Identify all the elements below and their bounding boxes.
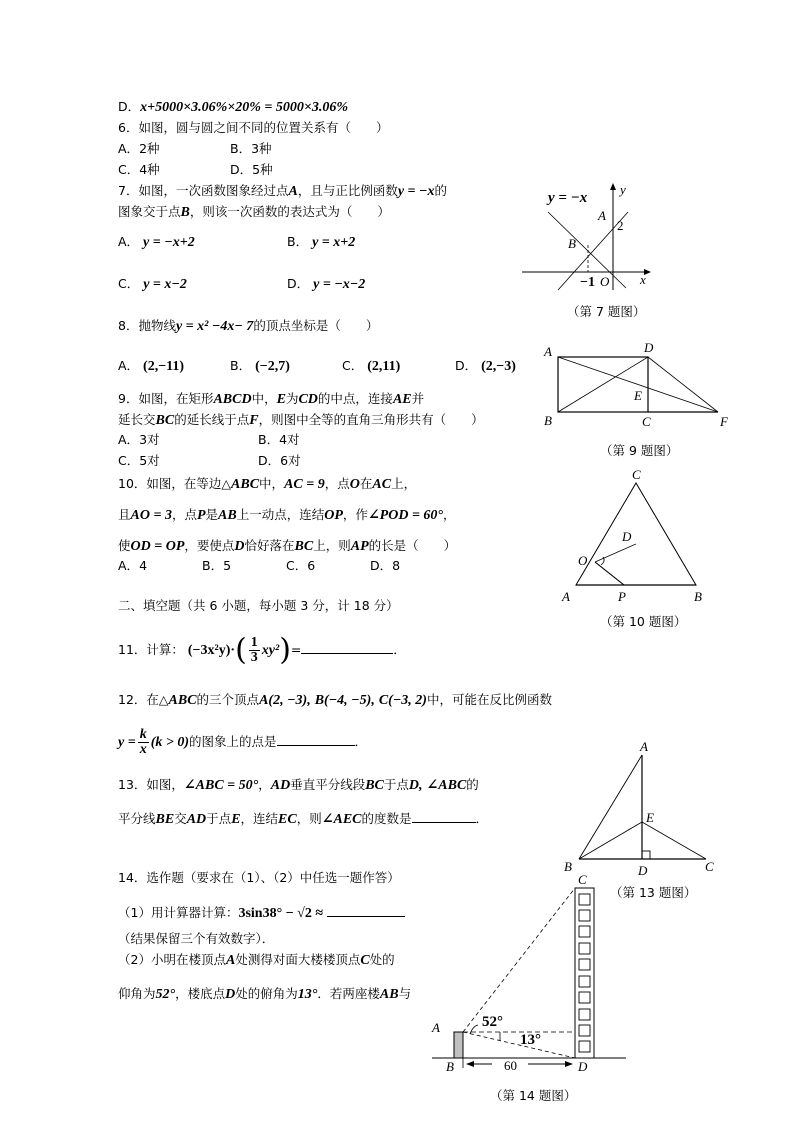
q14-part1-note: （结果保留三个有效数字）． xyxy=(118,931,275,946)
q12-line2: y = $\frac{k}{x}$ (k > 0)的图象上的点是 ． xyxy=(118,727,368,757)
fraction: $\frac{k}{x}$ xyxy=(139,727,147,757)
q13-figure-caption: （第 13 题图） xyxy=(610,885,697,900)
q14-stem: 14．选作题（要求在（1）、（2）中任选一题作答） xyxy=(118,870,400,885)
point-e-label: E xyxy=(634,388,642,403)
point-b-label: B xyxy=(544,413,552,428)
point-c-label: C xyxy=(578,872,587,887)
point-label: A xyxy=(288,184,298,199)
y-axis-label: y xyxy=(620,182,626,197)
point-f-label: F xyxy=(720,414,728,429)
q9-option-a: A．3对 xyxy=(118,432,160,447)
q10-figure-caption: （第 10 题图） xyxy=(600,614,687,629)
q6-option-d: D．5种 xyxy=(230,162,273,177)
func-label: y = −x xyxy=(548,190,588,206)
q13-line1: 13．如图，∠ABC = 50°，AD垂直平分线段BC于点D, ∠ABC的 xyxy=(118,777,479,793)
q14-part2-line1: （2）小明在楼顶点A处测得对面大楼楼顶点C处的 xyxy=(118,952,395,968)
answer-blank[interactable] xyxy=(301,639,393,654)
q9-figure xyxy=(540,340,740,435)
q8-option-a: A． (2,−11) xyxy=(118,358,185,374)
q7-stem-line2: 图象交于点B，则该一次函数的表达式为（ ） xyxy=(118,204,390,220)
point-label: B xyxy=(180,205,190,220)
point-a-label: A xyxy=(432,1020,440,1035)
math-expression: y = −x xyxy=(397,184,435,199)
q8-option-b: B． (−2,7) xyxy=(230,358,290,374)
fraction: $\frac{1}{3}$ xyxy=(250,635,258,665)
q9-option-d: D．6对 xyxy=(258,453,301,468)
angle-52-label: 52° xyxy=(482,1014,503,1030)
q13-figure xyxy=(560,737,725,877)
q6-stem: 6．如图，圆与圆之间不同的位置关系有（ ） xyxy=(118,120,389,135)
point-b-label: B xyxy=(446,1059,454,1074)
q10-option-c: C．6 xyxy=(286,558,316,573)
point-b-label: B xyxy=(568,236,576,251)
angle-13-label: 13° xyxy=(520,1032,541,1048)
point-o-label: O xyxy=(578,553,588,568)
point-e-label: E xyxy=(646,810,654,825)
q14-part1: （1）用计算器计算：3sin38° − √2 ≈ xyxy=(118,902,405,922)
point-c-label: C xyxy=(632,467,641,482)
q10-option-d: D．8 xyxy=(370,558,401,573)
q9-stem-line1: 9．如图，在矩形ABCD中，E为CD的中点，连接AE并 xyxy=(118,391,425,407)
answer-blank[interactable] xyxy=(327,902,405,917)
point-p-label: P xyxy=(618,589,626,604)
q7-figure-caption: （第 7 题图） xyxy=(567,304,646,319)
q13-line2: 平分线BE交AD于点E，连结EC，则∠AEC的度数是 ． xyxy=(118,808,488,828)
point-d-label: D xyxy=(622,529,632,544)
q10-line3: 使OD = OP，要使点D恰好落在BC上，则AP的长是（ ） xyxy=(118,538,457,554)
q11: 11．计算： (−3x²y)·( $\frac{1}{3}$ xy²)= ． xyxy=(118,632,406,668)
q6-option-c: C．4种 xyxy=(118,162,160,177)
y-tick-label: 2 xyxy=(617,218,624,233)
q14-part2-line2: 仰角为52°，楼底点D处的俯角为13°．若两座楼AB与 xyxy=(118,986,412,1002)
q5-option-d xyxy=(118,99,348,116)
point-a-label: A xyxy=(544,344,552,359)
q7-option-d: D． y = −x−2 xyxy=(287,276,366,292)
point-d-label: D xyxy=(638,863,648,878)
q7-stem-line1: 7．如图，一次函数图象经过点A，且与正比例函数y = −x的 xyxy=(118,183,448,199)
q7-option-a: A． y = −x+2 xyxy=(118,234,195,250)
q7-figure xyxy=(518,180,658,300)
point-d-label: D xyxy=(578,1059,588,1074)
math-expression: x+5000×3.06%×20% = 5000×3.06% xyxy=(140,100,349,115)
q9-stem-line2: 延长交BC的延长线于点F，则图中全等的直角三角形共有（ ） xyxy=(118,412,484,428)
q10-line1: 10．如图，在等边△ABC中，AC = 9，点O在AC上， xyxy=(118,476,417,492)
point-c-label: C xyxy=(642,414,651,429)
math-expression: 3sin38° − √2 ≈ xyxy=(238,906,324,921)
x-tick-label: −1 xyxy=(580,275,595,290)
q8-option-c: C． (2,11) xyxy=(342,358,401,374)
math-expression: y = x² −4x− 7 xyxy=(175,319,254,334)
option-label: D． xyxy=(118,99,141,114)
origin-label: O xyxy=(600,274,610,289)
distance-label: 60 xyxy=(504,1058,517,1073)
point-d-label: D xyxy=(644,340,654,355)
q9-figure-caption: （第 9 题图） xyxy=(600,443,679,458)
point-a-label: A xyxy=(598,208,606,223)
q14-figure xyxy=(430,868,640,1083)
point-b-label: B xyxy=(564,859,572,874)
point-b-label: B xyxy=(694,589,702,604)
q7-option-c: C． y = x−2 xyxy=(118,276,187,292)
q14-figure-caption: （第 14 题图） xyxy=(490,1088,577,1103)
q10-figure xyxy=(556,465,716,605)
q8-stem: 8．抛物线y = x² −4x− 7的顶点坐标是（ ） xyxy=(118,318,379,334)
q10-option-b: B．5 xyxy=(202,558,232,573)
q10-option-a: A．4 xyxy=(118,558,148,573)
q10-line2: 且AO = 3，点P是AB上一动点，连结OP，作∠POD = 60°， xyxy=(118,507,456,523)
section-2-title: 二、填空题（共 6 小题，每小题 3 分，计 18 分） xyxy=(118,598,399,613)
q9-option-c: C．5对 xyxy=(118,453,160,468)
math-expression: (−3x²y) xyxy=(187,643,231,658)
x-axis-label: x xyxy=(640,272,646,287)
point-a-label: A xyxy=(640,739,648,754)
q7-option-b: B． y = x+2 xyxy=(287,234,356,250)
q6-option-a: A．2种 xyxy=(118,141,160,156)
point-a-label: A xyxy=(562,589,570,604)
q9-option-b: B．4对 xyxy=(258,432,300,447)
q8-option-d: D． (2,−3) xyxy=(455,358,516,374)
q12-line1: 12．在△ABC的三个顶点A(2, −3), B(−4, −5), C(−3, 2)中，可能在反比例函数 xyxy=(118,692,552,708)
point-c-label: C xyxy=(705,859,714,874)
q6-option-b: B．3种 xyxy=(230,141,272,156)
answer-blank[interactable] xyxy=(277,731,355,746)
answer-blank[interactable] xyxy=(412,808,476,823)
